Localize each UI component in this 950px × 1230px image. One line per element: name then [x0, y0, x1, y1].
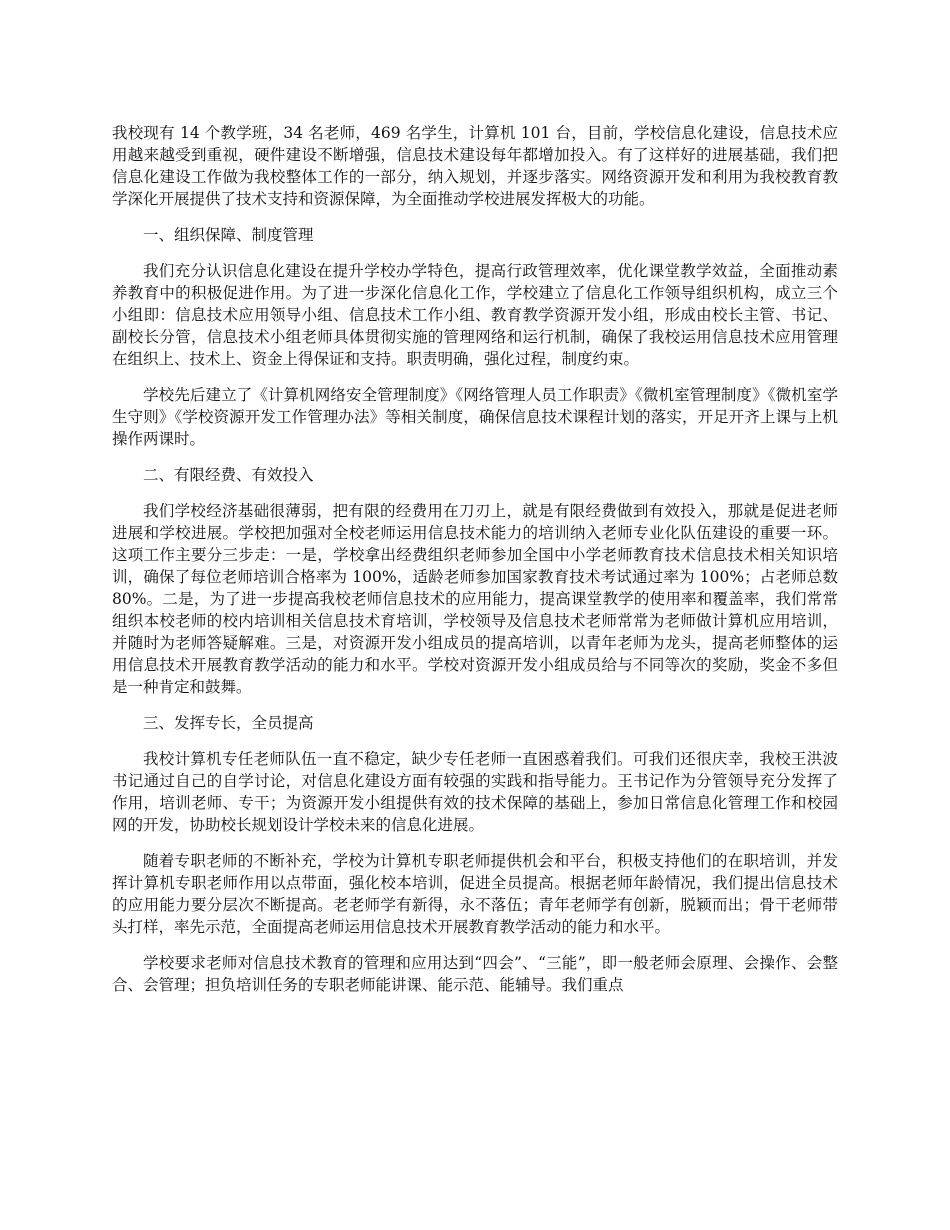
section-heading-3: 三、发挥专长，全员提高	[143, 714, 314, 732]
paragraph-funding: 我们学校经济基础很薄弱，把有限的经费用在刀刃上，就是有限经费做到有效投入，那就是促进老师进展和学校进展。学校把加强对全校老师运用信息技术能力的培训纳入老师专业化队伍建设的重要一环。这项工作主要分三步走：一是，学校拿出经费组织老师参加全国中小学老师教育技术信息技术相关知识培训，确保了每位老师培训合格率为 100%，适龄老师参加国家教育技术考试通过率为 100%；占老师总数 80%。二是，为了进一步提高我校老师信息技术的应用能力，提高课堂教学的使用率和覆盖率，我们常常组织本校老师的校内培训相关信息技术育培训，学校领导及信息技术老师常常为老师做计算机应用培训，并随时为老师答疑解难。三是，对资源开发小组成员的提高培训，以青年老师为龙头，提高老师整体的运用信息技术开展教育教学活动的能力和水平。学校对资源开发小组成员给与不同等次的奖励，奖金不多但是一种肯定和鼓舞。	[112, 502, 838, 696]
paragraph-requirements: 学校要求老师对信息技术教育的管理和应用达到“四会”、“三能”，即一般老师会原理、会操作、会整合、会管理；担负培训任务的专职老师能讲课、能示范、能辅导。我们重点	[112, 954, 838, 994]
document-body	[112, 122, 838, 1010]
section-heading-1: 一、组织保障、制度管理	[143, 226, 314, 244]
intro-paragraph: 我校现有 14 个教学班，34 名老师，469 名学生，计算机 101 台，目前，学校信息化建设，信息技术应用越来越受到重视，硬件建设不断增强，信息技术建设每年都增加投入。有了这样好的进展基础，我们把信息化建设工作做为我校整体工作的一部分，纳入规划，并逐步落实。网络资源开发和利用为我校教育教学深化开展提供了技术支持和资源保障，为全面推动学校进展发挥极大的功能。	[112, 124, 838, 208]
paragraph-training: 随着专职老师的不断补充，学校为计算机专职老师提供机会和平台，积极支持他们的在职培训，并发挥计算机专职老师作用以点带面，强化校本培训，促进全员提高。根据老师年龄情况，我们提出信息技术的应用能力要分层次不断提高。老老师学有新得，永不落伍；青年老师学有创新，脱颖而出；骨干老师带头打样，率先示范，全面提高老师运用信息技术开展教育教学活动的能力和水平。	[112, 852, 838, 936]
paragraph-specialists: 我校计算机专任老师队伍一直不稳定，缺少专任老师一直困惑着我们。可我们还很庆幸，我校王洪波书记通过自己的自学讨论，对信息化建设方面有较强的实践和指导能力。王书记作为分管领导充分发挥了作用，培训老师、专干；为资源开发小组提供有效的技术保障的基础上，参加日常信息化管理工作和校园网的开发，协助校长规划设计学校未来的信息化进展。	[112, 750, 838, 834]
section-heading-2: 二、有限经费、有效投入	[143, 466, 314, 484]
paragraph-regulations: 学校先后建立了《计算机网络安全管理制度》《网络管理人员工作职责》《微机室管理制度》《微机室学生守则》《学校资源开发工作管理办法》等相关制度，确保信息技术课程计划的落实，开足开齐上课与上机操作两课时。	[112, 386, 838, 448]
paragraph-organization: 我们充分认识信息化建设在提升学校办学特色，提高行政管理效率，优化课堂教学效益，全面推动素养教育中的积极促进作用。为了进一步深化信息化工作，学校建立了信息化工作领导组织机构，成立三个小组即：信息技术应用领导小组、信息技术工作小组、教育教学资源开发小组，形成由校长主管、书记、副校长分管，信息技术小组老师具体贯彻实施的管理网络和运行机制，确保了我校运用信息技术应用管理在组织上、技术上、资金上得保证和支持。职责明确，强化过程，制度约束。	[112, 262, 838, 368]
